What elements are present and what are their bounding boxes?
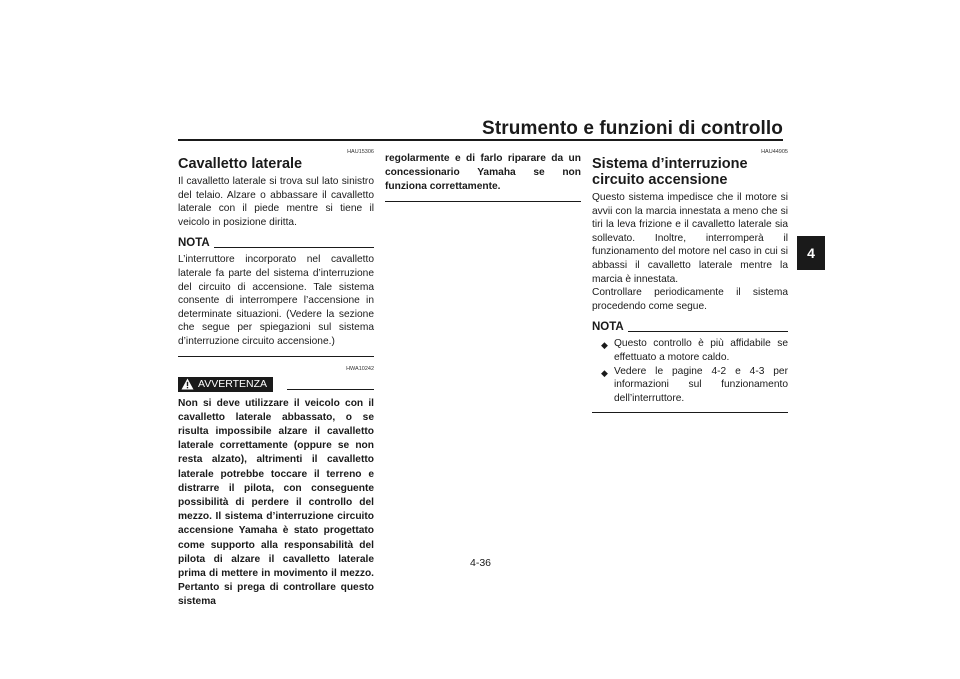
warning-code: HWA10242 [346,365,374,372]
column-3 [592,148,788,413]
nota-rule-2 [628,331,788,332]
section-body-2: Questo sistema impedisce che il motore si avvii con la marcia innestata a meno che si tiri la leva frizione e il cavalletto laterale sia sollevato. Inoltre, interromperà il funzionamento del motore nel caso in cui si abbassi il cavalletto laterale mentre la marcia è innestata. [592,192,788,285]
nota-label: NOTA [178,237,210,250]
section-code: HAU15306 [347,149,374,155]
nota-body: L’interruttore incorporato nel cavalletto laterale fa parte del sistema d’interruzione del circuito di accensione. Tale sistema consente di interrompere l’accensione in determinate situazioni. (Vedere la sezione che segue per spiegazioni sul sistema d’interruzione circuito accensione.) [178,254,374,347]
warning-badge [178,377,273,392]
warning-header [178,377,374,392]
page-header-title: Strumento e funzioni di controllo [482,118,783,139]
header-rule [178,139,783,141]
warning-rule [287,389,374,390]
section-title-2: Sistema d’interruzione circuito accensione [592,156,748,188]
bullet-diamond-icon: ◆ [601,340,608,351]
nota-rule [214,247,374,248]
section-body-2b: Controllare periodicamente il sistema procedendo come segue. [592,287,788,312]
list-item [592,337,788,364]
warning-body-continued: regolarmente e di farlo riparare da un concessionario Yamaha se non funziona correttamente. [385,153,581,193]
warning-label: AVVERTENZA [198,377,268,390]
nota-header-2 [592,321,788,334]
warning-triangle-icon [181,378,194,390]
nota-bullet-list [592,337,788,405]
column-1 [178,148,374,610]
warning-end-rule [385,201,581,202]
section-title: Cavalletto laterale [178,156,303,172]
list-item [592,365,788,406]
column-2 [385,152,581,202]
chapter-tab[interactable]: 4 [797,236,825,270]
section-body: Il cavalletto laterale si trova sul lato sinistro del telaio. Alzare o abbassare il cavalletto laterale con il piede mentre si tiene il veicolo in posizione diritta. [178,176,374,228]
nota-end-rule-2 [592,412,788,413]
nota-label-2: NOTA [592,321,624,334]
section-code-2: HAU44905 [761,149,788,155]
nota-header [178,237,374,250]
warning-body: Non si deve utilizzare il veicolo con il cavalletto laterale abbassato, o se risulta impossibile alzare il cavalletto laterale correttamente (oppure se non resta alzato), altrimenti il cavalletto laterale potrebbe toccare il terreno e distrarre il pilota, con conseguente possibilità di perdere il controllo del mezzo. Il sistema d’interruzione circuito accensione Yamaha è stato progettato come supporto alla responsabilità del pilota di alzare il cavalletto laterale prima di mettere in movimento il mezzo. Pertanto si prega di controllare questo sistema [178,397,374,608]
nota-end-rule [178,356,374,357]
bullet-text: Questo controllo è più affidabile se effettuato a motore caldo. [614,338,788,363]
bullet-text: Vedere le pagine 4-2 e 4-3 per informazioni sul funzionamento dell’interruttore. [614,365,788,404]
page-number: 4-36 [470,557,492,569]
bullet-diamond-icon: ◆ [601,367,608,378]
